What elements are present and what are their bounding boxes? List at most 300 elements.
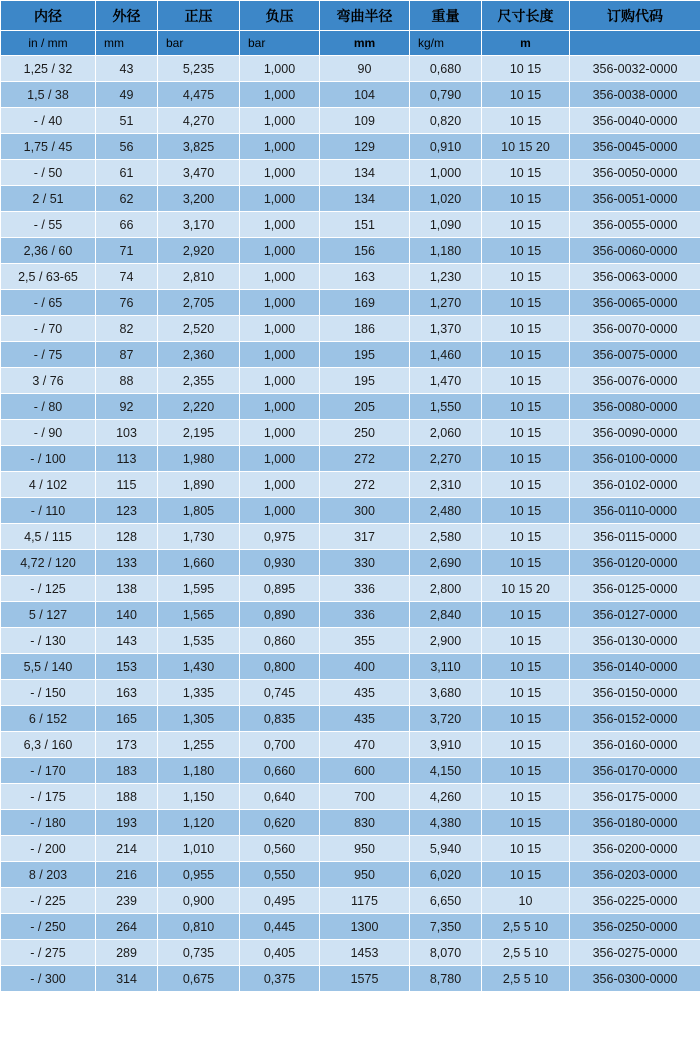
cell-inner-diameter: 4,72 / 120 bbox=[1, 550, 96, 576]
cell-length: 10 15 bbox=[482, 602, 570, 628]
cell-length: 2,5 5 10 bbox=[482, 914, 570, 940]
table-body bbox=[1, 56, 700, 992]
table-row bbox=[1, 524, 700, 550]
cell-order-code: 356-0125-0000 bbox=[570, 576, 700, 602]
cell-length: 10 15 bbox=[482, 212, 570, 238]
cell-inner-diameter: 5,5 / 140 bbox=[1, 654, 96, 680]
cell-order-code: 356-0090-0000 bbox=[570, 420, 700, 446]
cell-positive-pressure: 2,810 bbox=[158, 264, 240, 290]
cell-positive-pressure: 0,810 bbox=[158, 914, 240, 940]
cell-inner-diameter: - / 170 bbox=[1, 758, 96, 784]
cell-negative-pressure: 1,000 bbox=[240, 186, 320, 212]
cell-length: 10 15 bbox=[482, 836, 570, 862]
cell-weight: 2,840 bbox=[410, 602, 482, 628]
cell-inner-diameter: - / 300 bbox=[1, 966, 96, 992]
cell-outer-diameter: 140 bbox=[96, 602, 158, 628]
cell-positive-pressure: 1,150 bbox=[158, 784, 240, 810]
cell-weight: 2,800 bbox=[410, 576, 482, 602]
cell-length: 10 bbox=[482, 888, 570, 914]
unit-bend-radius: mm bbox=[320, 31, 410, 56]
cell-order-code: 356-0120-0000 bbox=[570, 550, 700, 576]
cell-bend-radius: 129 bbox=[320, 134, 410, 160]
table-row bbox=[1, 628, 700, 654]
cell-length: 10 15 bbox=[482, 316, 570, 342]
cell-weight: 3,910 bbox=[410, 732, 482, 758]
cell-weight: 7,350 bbox=[410, 914, 482, 940]
cell-negative-pressure: 1,000 bbox=[240, 316, 320, 342]
cell-negative-pressure: 0,860 bbox=[240, 628, 320, 654]
cell-weight: 0,680 bbox=[410, 56, 482, 82]
cell-inner-diameter: 2 / 51 bbox=[1, 186, 96, 212]
cell-inner-diameter: - / 100 bbox=[1, 446, 96, 472]
cell-bend-radius: 1175 bbox=[320, 888, 410, 914]
cell-weight: 4,150 bbox=[410, 758, 482, 784]
table-row bbox=[1, 108, 700, 134]
cell-order-code: 356-0063-0000 bbox=[570, 264, 700, 290]
cell-bend-radius: 195 bbox=[320, 368, 410, 394]
column-header-outer-diameter: 外径 bbox=[96, 1, 158, 31]
table-row bbox=[1, 888, 700, 914]
cell-negative-pressure: 0,745 bbox=[240, 680, 320, 706]
cell-weight: 1,000 bbox=[410, 160, 482, 186]
cell-inner-diameter: 6 / 152 bbox=[1, 706, 96, 732]
table-row bbox=[1, 446, 700, 472]
cell-weight: 5,940 bbox=[410, 836, 482, 862]
cell-length: 10 15 bbox=[482, 160, 570, 186]
table-row bbox=[1, 394, 700, 420]
cell-negative-pressure: 0,930 bbox=[240, 550, 320, 576]
cell-weight: 2,310 bbox=[410, 472, 482, 498]
cell-positive-pressure: 1,120 bbox=[158, 810, 240, 836]
cell-negative-pressure: 1,000 bbox=[240, 238, 320, 264]
cell-weight: 1,470 bbox=[410, 368, 482, 394]
cell-outer-diameter: 56 bbox=[96, 134, 158, 160]
cell-weight: 8,070 bbox=[410, 940, 482, 966]
cell-order-code: 356-0180-0000 bbox=[570, 810, 700, 836]
cell-positive-pressure: 1,805 bbox=[158, 498, 240, 524]
cell-negative-pressure: 1,000 bbox=[240, 342, 320, 368]
cell-outer-diameter: 239 bbox=[96, 888, 158, 914]
table-row bbox=[1, 212, 700, 238]
cell-length: 10 15 bbox=[482, 108, 570, 134]
cell-positive-pressure: 3,170 bbox=[158, 212, 240, 238]
cell-negative-pressure: 1,000 bbox=[240, 472, 320, 498]
table-row bbox=[1, 732, 700, 758]
column-header-weight: 重量 bbox=[410, 1, 482, 31]
cell-outer-diameter: 71 bbox=[96, 238, 158, 264]
cell-positive-pressure: 1,595 bbox=[158, 576, 240, 602]
cell-outer-diameter: 138 bbox=[96, 576, 158, 602]
table-row bbox=[1, 914, 700, 940]
cell-bend-radius: 400 bbox=[320, 654, 410, 680]
cell-negative-pressure: 1,000 bbox=[240, 420, 320, 446]
cell-outer-diameter: 103 bbox=[96, 420, 158, 446]
cell-bend-radius: 163 bbox=[320, 264, 410, 290]
cell-weight: 2,270 bbox=[410, 446, 482, 472]
cell-negative-pressure: 1,000 bbox=[240, 290, 320, 316]
table-row bbox=[1, 56, 700, 82]
cell-negative-pressure: 1,000 bbox=[240, 82, 320, 108]
cell-order-code: 356-0032-0000 bbox=[570, 56, 700, 82]
cell-outer-diameter: 183 bbox=[96, 758, 158, 784]
cell-positive-pressure: 1,660 bbox=[158, 550, 240, 576]
cell-positive-pressure: 1,335 bbox=[158, 680, 240, 706]
cell-length: 10 15 bbox=[482, 420, 570, 446]
cell-length: 2,5 5 10 bbox=[482, 966, 570, 992]
cell-inner-diameter: - / 65 bbox=[1, 290, 96, 316]
cell-negative-pressure: 1,000 bbox=[240, 56, 320, 82]
cell-length: 10 15 bbox=[482, 628, 570, 654]
cell-positive-pressure: 1,430 bbox=[158, 654, 240, 680]
cell-weight: 1,020 bbox=[410, 186, 482, 212]
cell-order-code: 356-0076-0000 bbox=[570, 368, 700, 394]
table-row bbox=[1, 134, 700, 160]
cell-bend-radius: 950 bbox=[320, 862, 410, 888]
cell-order-code: 356-0110-0000 bbox=[570, 498, 700, 524]
cell-weight: 6,020 bbox=[410, 862, 482, 888]
cell-positive-pressure: 3,825 bbox=[158, 134, 240, 160]
cell-order-code: 356-0065-0000 bbox=[570, 290, 700, 316]
cell-length: 10 15 bbox=[482, 186, 570, 212]
unit-length: m bbox=[482, 31, 570, 56]
cell-outer-diameter: 264 bbox=[96, 914, 158, 940]
cell-inner-diameter: 1,5 / 38 bbox=[1, 82, 96, 108]
cell-length: 10 15 bbox=[482, 654, 570, 680]
cell-positive-pressure: 1,305 bbox=[158, 706, 240, 732]
cell-order-code: 356-0200-0000 bbox=[570, 836, 700, 862]
table-header bbox=[1, 1, 700, 56]
cell-order-code: 356-0175-0000 bbox=[570, 784, 700, 810]
cell-positive-pressure: 1,890 bbox=[158, 472, 240, 498]
cell-order-code: 356-0070-0000 bbox=[570, 316, 700, 342]
cell-inner-diameter: - / 75 bbox=[1, 342, 96, 368]
cell-positive-pressure: 3,200 bbox=[158, 186, 240, 212]
table-row bbox=[1, 940, 700, 966]
cell-bend-radius: 435 bbox=[320, 706, 410, 732]
cell-negative-pressure: 0,495 bbox=[240, 888, 320, 914]
cell-bend-radius: 151 bbox=[320, 212, 410, 238]
cell-inner-diameter: 4 / 102 bbox=[1, 472, 96, 498]
cell-weight: 1,090 bbox=[410, 212, 482, 238]
cell-order-code: 356-0075-0000 bbox=[570, 342, 700, 368]
cell-weight: 4,380 bbox=[410, 810, 482, 836]
cell-order-code: 356-0152-0000 bbox=[570, 706, 700, 732]
cell-negative-pressure: 0,445 bbox=[240, 914, 320, 940]
cell-positive-pressure: 2,520 bbox=[158, 316, 240, 342]
table-row bbox=[1, 420, 700, 446]
cell-negative-pressure: 1,000 bbox=[240, 498, 320, 524]
table-row bbox=[1, 810, 700, 836]
unit-order-code bbox=[570, 31, 700, 56]
cell-order-code: 356-0038-0000 bbox=[570, 82, 700, 108]
cell-outer-diameter: 82 bbox=[96, 316, 158, 342]
cell-inner-diameter: 8 / 203 bbox=[1, 862, 96, 888]
table-row bbox=[1, 238, 700, 264]
table-row bbox=[1, 186, 700, 212]
table-row bbox=[1, 342, 700, 368]
cell-length: 10 15 bbox=[482, 264, 570, 290]
cell-order-code: 356-0055-0000 bbox=[570, 212, 700, 238]
cell-positive-pressure: 1,980 bbox=[158, 446, 240, 472]
cell-positive-pressure: 0,675 bbox=[158, 966, 240, 992]
cell-negative-pressure: 0,700 bbox=[240, 732, 320, 758]
cell-inner-diameter: - / 40 bbox=[1, 108, 96, 134]
table-row bbox=[1, 316, 700, 342]
table-row bbox=[1, 576, 700, 602]
cell-length: 10 15 bbox=[482, 472, 570, 498]
cell-negative-pressure: 0,375 bbox=[240, 966, 320, 992]
cell-outer-diameter: 113 bbox=[96, 446, 158, 472]
cell-bend-radius: 950 bbox=[320, 836, 410, 862]
cell-negative-pressure: 0,620 bbox=[240, 810, 320, 836]
cell-inner-diameter: - / 90 bbox=[1, 420, 96, 446]
cell-inner-diameter: 6,3 / 160 bbox=[1, 732, 96, 758]
cell-negative-pressure: 1,000 bbox=[240, 212, 320, 238]
cell-positive-pressure: 2,195 bbox=[158, 420, 240, 446]
cell-negative-pressure: 0,800 bbox=[240, 654, 320, 680]
cell-negative-pressure: 1,000 bbox=[240, 446, 320, 472]
cell-positive-pressure: 1,535 bbox=[158, 628, 240, 654]
cell-length: 10 15 bbox=[482, 368, 570, 394]
cell-outer-diameter: 115 bbox=[96, 472, 158, 498]
cell-order-code: 356-0127-0000 bbox=[570, 602, 700, 628]
cell-outer-diameter: 193 bbox=[96, 810, 158, 836]
cell-positive-pressure: 1,565 bbox=[158, 602, 240, 628]
cell-weight: 2,480 bbox=[410, 498, 482, 524]
cell-negative-pressure: 0,975 bbox=[240, 524, 320, 550]
cell-negative-pressure: 1,000 bbox=[240, 264, 320, 290]
cell-length: 10 15 bbox=[482, 82, 570, 108]
cell-outer-diameter: 188 bbox=[96, 784, 158, 810]
cell-weight: 1,230 bbox=[410, 264, 482, 290]
table-row bbox=[1, 706, 700, 732]
cell-weight: 0,820 bbox=[410, 108, 482, 134]
cell-outer-diameter: 128 bbox=[96, 524, 158, 550]
cell-inner-diameter: - / 175 bbox=[1, 784, 96, 810]
table-row bbox=[1, 368, 700, 394]
cell-outer-diameter: 289 bbox=[96, 940, 158, 966]
cell-order-code: 356-0040-0000 bbox=[570, 108, 700, 134]
cell-outer-diameter: 66 bbox=[96, 212, 158, 238]
cell-bend-radius: 336 bbox=[320, 602, 410, 628]
table-row bbox=[1, 836, 700, 862]
cell-length: 10 15 bbox=[482, 446, 570, 472]
cell-order-code: 356-0130-0000 bbox=[570, 628, 700, 654]
cell-bend-radius: 169 bbox=[320, 290, 410, 316]
cell-positive-pressure: 1,180 bbox=[158, 758, 240, 784]
cell-bend-radius: 104 bbox=[320, 82, 410, 108]
cell-inner-diameter: 5 / 127 bbox=[1, 602, 96, 628]
cell-order-code: 356-0080-0000 bbox=[570, 394, 700, 420]
cell-bend-radius: 830 bbox=[320, 810, 410, 836]
cell-order-code: 356-0102-0000 bbox=[570, 472, 700, 498]
unit-positive-pressure: bar bbox=[158, 31, 240, 56]
cell-length: 10 15 bbox=[482, 862, 570, 888]
cell-inner-diameter: 2,36 / 60 bbox=[1, 238, 96, 264]
cell-weight: 3,680 bbox=[410, 680, 482, 706]
cell-length: 10 15 bbox=[482, 290, 570, 316]
cell-inner-diameter: - / 150 bbox=[1, 680, 96, 706]
cell-outer-diameter: 51 bbox=[96, 108, 158, 134]
cell-positive-pressure: 1,255 bbox=[158, 732, 240, 758]
unit-outer-diameter: mm bbox=[96, 31, 158, 56]
cell-bend-radius: 195 bbox=[320, 342, 410, 368]
table-row bbox=[1, 264, 700, 290]
cell-inner-diameter: - / 80 bbox=[1, 394, 96, 420]
column-header-negative-pressure: 负压 bbox=[240, 1, 320, 31]
cell-weight: 2,060 bbox=[410, 420, 482, 446]
cell-bend-radius: 355 bbox=[320, 628, 410, 654]
cell-negative-pressure: 1,000 bbox=[240, 368, 320, 394]
cell-inner-diameter: 1,75 / 45 bbox=[1, 134, 96, 160]
table-units-row bbox=[1, 31, 700, 56]
table-row bbox=[1, 550, 700, 576]
cell-length: 10 15 20 bbox=[482, 134, 570, 160]
cell-positive-pressure: 1,010 bbox=[158, 836, 240, 862]
cell-weight: 1,460 bbox=[410, 342, 482, 368]
cell-outer-diameter: 92 bbox=[96, 394, 158, 420]
cell-bend-radius: 272 bbox=[320, 472, 410, 498]
cell-bend-radius: 134 bbox=[320, 186, 410, 212]
cell-length: 10 15 20 bbox=[482, 576, 570, 602]
cell-order-code: 356-0150-0000 bbox=[570, 680, 700, 706]
table-row bbox=[1, 82, 700, 108]
cell-bend-radius: 336 bbox=[320, 576, 410, 602]
cell-bend-radius: 109 bbox=[320, 108, 410, 134]
cell-length: 10 15 bbox=[482, 680, 570, 706]
cell-inner-diameter: - / 275 bbox=[1, 940, 96, 966]
cell-bend-radius: 1575 bbox=[320, 966, 410, 992]
cell-inner-diameter: - / 200 bbox=[1, 836, 96, 862]
cell-weight: 3,720 bbox=[410, 706, 482, 732]
cell-outer-diameter: 165 bbox=[96, 706, 158, 732]
cell-outer-diameter: 61 bbox=[96, 160, 158, 186]
cell-negative-pressure: 0,895 bbox=[240, 576, 320, 602]
cell-positive-pressure: 0,900 bbox=[158, 888, 240, 914]
cell-order-code: 356-0050-0000 bbox=[570, 160, 700, 186]
column-header-length: 尺寸长度 bbox=[482, 1, 570, 31]
cell-negative-pressure: 0,640 bbox=[240, 784, 320, 810]
cell-weight: 3,110 bbox=[410, 654, 482, 680]
table-row bbox=[1, 290, 700, 316]
table-row bbox=[1, 654, 700, 680]
cell-weight: 6,650 bbox=[410, 888, 482, 914]
cell-order-code: 356-0250-0000 bbox=[570, 914, 700, 940]
cell-negative-pressure: 1,000 bbox=[240, 394, 320, 420]
cell-bend-radius: 470 bbox=[320, 732, 410, 758]
cell-positive-pressure: 0,955 bbox=[158, 862, 240, 888]
cell-negative-pressure: 0,835 bbox=[240, 706, 320, 732]
cell-length: 10 15 bbox=[482, 524, 570, 550]
cell-positive-pressure: 2,355 bbox=[158, 368, 240, 394]
cell-order-code: 356-0100-0000 bbox=[570, 446, 700, 472]
cell-weight: 1,180 bbox=[410, 238, 482, 264]
cell-order-code: 356-0300-0000 bbox=[570, 966, 700, 992]
cell-length: 10 15 bbox=[482, 56, 570, 82]
cell-bend-radius: 300 bbox=[320, 498, 410, 524]
cell-length: 10 15 bbox=[482, 732, 570, 758]
cell-outer-diameter: 153 bbox=[96, 654, 158, 680]
cell-order-code: 356-0160-0000 bbox=[570, 732, 700, 758]
cell-order-code: 356-0115-0000 bbox=[570, 524, 700, 550]
cell-negative-pressure: 0,550 bbox=[240, 862, 320, 888]
cell-weight: 2,900 bbox=[410, 628, 482, 654]
table-header-row bbox=[1, 1, 700, 31]
cell-outer-diameter: 143 bbox=[96, 628, 158, 654]
cell-order-code: 356-0045-0000 bbox=[570, 134, 700, 160]
cell-negative-pressure: 0,890 bbox=[240, 602, 320, 628]
cell-inner-diameter: - / 55 bbox=[1, 212, 96, 238]
table-row bbox=[1, 966, 700, 992]
cell-positive-pressure: 2,920 bbox=[158, 238, 240, 264]
cell-positive-pressure: 4,475 bbox=[158, 82, 240, 108]
cell-outer-diameter: 49 bbox=[96, 82, 158, 108]
table-row bbox=[1, 160, 700, 186]
cell-weight: 4,260 bbox=[410, 784, 482, 810]
cell-length: 10 15 bbox=[482, 342, 570, 368]
cell-negative-pressure: 1,000 bbox=[240, 134, 320, 160]
cell-order-code: 356-0170-0000 bbox=[570, 758, 700, 784]
cell-order-code: 356-0203-0000 bbox=[570, 862, 700, 888]
cell-order-code: 356-0051-0000 bbox=[570, 186, 700, 212]
cell-positive-pressure: 1,730 bbox=[158, 524, 240, 550]
cell-positive-pressure: 0,735 bbox=[158, 940, 240, 966]
cell-bend-radius: 600 bbox=[320, 758, 410, 784]
unit-weight: kg/m bbox=[410, 31, 482, 56]
cell-negative-pressure: 1,000 bbox=[240, 108, 320, 134]
cell-positive-pressure: 2,360 bbox=[158, 342, 240, 368]
table-row bbox=[1, 680, 700, 706]
cell-negative-pressure: 1,000 bbox=[240, 160, 320, 186]
cell-outer-diameter: 123 bbox=[96, 498, 158, 524]
cell-outer-diameter: 87 bbox=[96, 342, 158, 368]
cell-order-code: 356-0275-0000 bbox=[570, 940, 700, 966]
cell-inner-diameter: 4,5 / 115 bbox=[1, 524, 96, 550]
cell-bend-radius: 186 bbox=[320, 316, 410, 342]
cell-length: 10 15 bbox=[482, 810, 570, 836]
cell-outer-diameter: 216 bbox=[96, 862, 158, 888]
column-header-bend-radius: 弯曲半径 bbox=[320, 1, 410, 31]
cell-negative-pressure: 0,405 bbox=[240, 940, 320, 966]
cell-inner-diameter: - / 180 bbox=[1, 810, 96, 836]
cell-outer-diameter: 214 bbox=[96, 836, 158, 862]
cell-outer-diameter: 133 bbox=[96, 550, 158, 576]
cell-bend-radius: 435 bbox=[320, 680, 410, 706]
cell-inner-diameter: 1,25 / 32 bbox=[1, 56, 96, 82]
unit-inner-diameter: in / mm bbox=[1, 31, 96, 56]
cell-bend-radius: 250 bbox=[320, 420, 410, 446]
cell-bend-radius: 1453 bbox=[320, 940, 410, 966]
cell-inner-diameter: - / 250 bbox=[1, 914, 96, 940]
cell-length: 10 15 bbox=[482, 758, 570, 784]
cell-weight: 2,580 bbox=[410, 524, 482, 550]
cell-outer-diameter: 88 bbox=[96, 368, 158, 394]
table-row bbox=[1, 472, 700, 498]
column-header-positive-pressure: 正压 bbox=[158, 1, 240, 31]
cell-outer-diameter: 163 bbox=[96, 680, 158, 706]
cell-weight: 8,780 bbox=[410, 966, 482, 992]
cell-negative-pressure: 0,560 bbox=[240, 836, 320, 862]
cell-outer-diameter: 76 bbox=[96, 290, 158, 316]
cell-inner-diameter: - / 130 bbox=[1, 628, 96, 654]
cell-weight: 1,370 bbox=[410, 316, 482, 342]
column-header-inner-diameter: 内径 bbox=[1, 1, 96, 31]
cell-length: 10 15 bbox=[482, 550, 570, 576]
cell-outer-diameter: 43 bbox=[96, 56, 158, 82]
cell-length: 10 15 bbox=[482, 238, 570, 264]
cell-bend-radius: 700 bbox=[320, 784, 410, 810]
cell-weight: 1,270 bbox=[410, 290, 482, 316]
